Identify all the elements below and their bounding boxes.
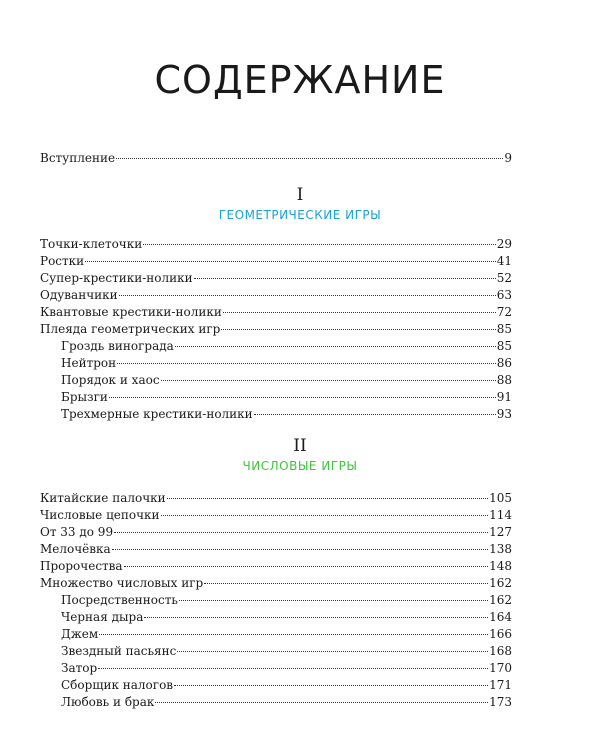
toc-label: Супер-крестики-нолики [40, 271, 193, 285]
toc-label: От 33 до 99 [40, 525, 114, 539]
dot-leader [194, 278, 496, 279]
toc-label: Порядок и хаос [61, 373, 160, 387]
toc-label: Мелочёвка [40, 542, 111, 556]
toc-entry[interactable] [40, 575, 512, 591]
toc-page: 63 [496, 288, 512, 302]
dot-leader [114, 532, 488, 533]
toc-entry[interactable] [40, 253, 512, 269]
dot-leader [167, 498, 488, 499]
toc-subentry[interactable] [61, 694, 512, 710]
toc-label: Сборщик налогов [61, 678, 174, 692]
dot-leader [124, 566, 489, 567]
toc-subentry[interactable] [61, 626, 512, 642]
toc-label: Трехмерные крестики-нолики [61, 407, 253, 421]
toc-page: 41 [496, 254, 512, 268]
dot-leader [161, 380, 496, 381]
dot-leader [116, 158, 503, 159]
toc-page: 72 [496, 305, 512, 319]
toc-label: Вступление [40, 151, 116, 165]
toc-page: 173 [489, 695, 512, 709]
toc-entry[interactable] [40, 507, 512, 523]
toc-entry[interactable] [40, 558, 512, 574]
dot-leader [175, 346, 496, 347]
toc-subentry[interactable] [61, 609, 512, 625]
toc-page: 127 [489, 525, 512, 539]
toc-entry-intro[interactable] [40, 150, 512, 166]
toc-entry[interactable] [40, 236, 512, 252]
toc-page: 85 [496, 339, 512, 353]
toc-entry[interactable] [40, 524, 512, 540]
toc-page: 52 [496, 271, 512, 285]
toc-page: 88 [496, 373, 512, 387]
toc-page: 93 [496, 407, 512, 421]
toc-label: Ростки [40, 254, 85, 268]
toc-subentry[interactable] [61, 338, 512, 354]
toc-page: 86 [496, 356, 512, 370]
toc-label: Множество числовых игр [40, 576, 204, 590]
toc-subentry[interactable] [61, 372, 512, 388]
toc-entry[interactable] [40, 304, 512, 320]
page-title: СОДЕРЖАНИЕ [154, 58, 446, 102]
toc-entry[interactable] [40, 541, 512, 557]
toc-label: Китайские палочки [40, 491, 166, 505]
dot-leader [204, 583, 488, 584]
dot-leader [119, 295, 496, 296]
toc-page: 168 [489, 644, 512, 658]
toc-label: Затор [61, 661, 98, 675]
part-title: ЧИСЛОВЫЕ ИГРЫ [242, 459, 358, 473]
dot-leader [223, 312, 496, 313]
toc-page: 148 [489, 559, 512, 573]
part-title: ГЕОМЕТРИЧЕСКИЕ ИГРЫ [218, 208, 382, 222]
dot-leader [155, 702, 488, 703]
toc-subentry[interactable] [61, 355, 512, 371]
dot-leader [109, 397, 496, 398]
toc-subentry[interactable] [61, 592, 512, 608]
dot-leader [174, 685, 488, 686]
dot-leader [143, 244, 495, 245]
toc-label: Квантовые крестики-нолики [40, 305, 222, 319]
toc-subentry[interactable] [61, 643, 512, 659]
toc-page: 164 [489, 610, 512, 624]
dot-leader [112, 549, 488, 550]
toc-entry[interactable] [40, 270, 512, 286]
dot-leader [99, 634, 488, 635]
part-number: I [296, 185, 304, 205]
part-number: II [293, 436, 307, 456]
toc-page: 166 [489, 627, 512, 641]
toc-entry[interactable] [40, 490, 512, 506]
toc-label: Черная дыра [61, 610, 144, 624]
toc-label: Звездный пасьянс [61, 644, 177, 658]
toc-page: 91 [496, 390, 512, 404]
dot-leader [254, 414, 496, 415]
toc-page: 9 [504, 151, 512, 165]
toc-entry[interactable] [40, 287, 512, 303]
toc-page: 29 [496, 237, 512, 251]
toc-subentry[interactable] [61, 389, 512, 405]
toc-label: Пророчества [40, 559, 123, 573]
dot-leader [144, 617, 488, 618]
dot-leader [179, 600, 488, 601]
toc-subentry[interactable] [61, 677, 512, 693]
toc-subentry[interactable] [61, 406, 512, 422]
toc-subentry[interactable] [61, 660, 512, 676]
toc-label: Числовые цепочки [40, 508, 160, 522]
toc-page: 85 [496, 322, 512, 336]
toc-page: 170 [489, 661, 512, 675]
dot-leader [98, 668, 488, 669]
toc-label: Плеяда геометрических игр [40, 322, 221, 336]
dot-leader [85, 261, 496, 262]
toc-label: Нейтрон [61, 356, 117, 370]
dot-leader [161, 515, 489, 516]
dot-leader [221, 329, 495, 330]
toc-page: 171 [489, 678, 512, 692]
toc-label: Одуванчики [40, 288, 118, 302]
toc-page: 162 [489, 576, 512, 590]
toc-label: Посредственность [61, 593, 178, 607]
toc-label: Брызги [61, 390, 108, 404]
toc-entry[interactable] [40, 321, 512, 337]
toc-page: 138 [489, 542, 512, 556]
toc-label: Джем [61, 627, 99, 641]
toc-page: 114 [489, 508, 512, 522]
toc-label: Гроздь винограда [61, 339, 174, 353]
toc-label: Точки-клеточки [40, 237, 143, 251]
toc-page: 162 [489, 593, 512, 607]
toc-label: Любовь и брак [61, 695, 155, 709]
dot-leader [117, 363, 496, 364]
dot-leader [177, 651, 488, 652]
toc-page: 105 [489, 491, 512, 505]
